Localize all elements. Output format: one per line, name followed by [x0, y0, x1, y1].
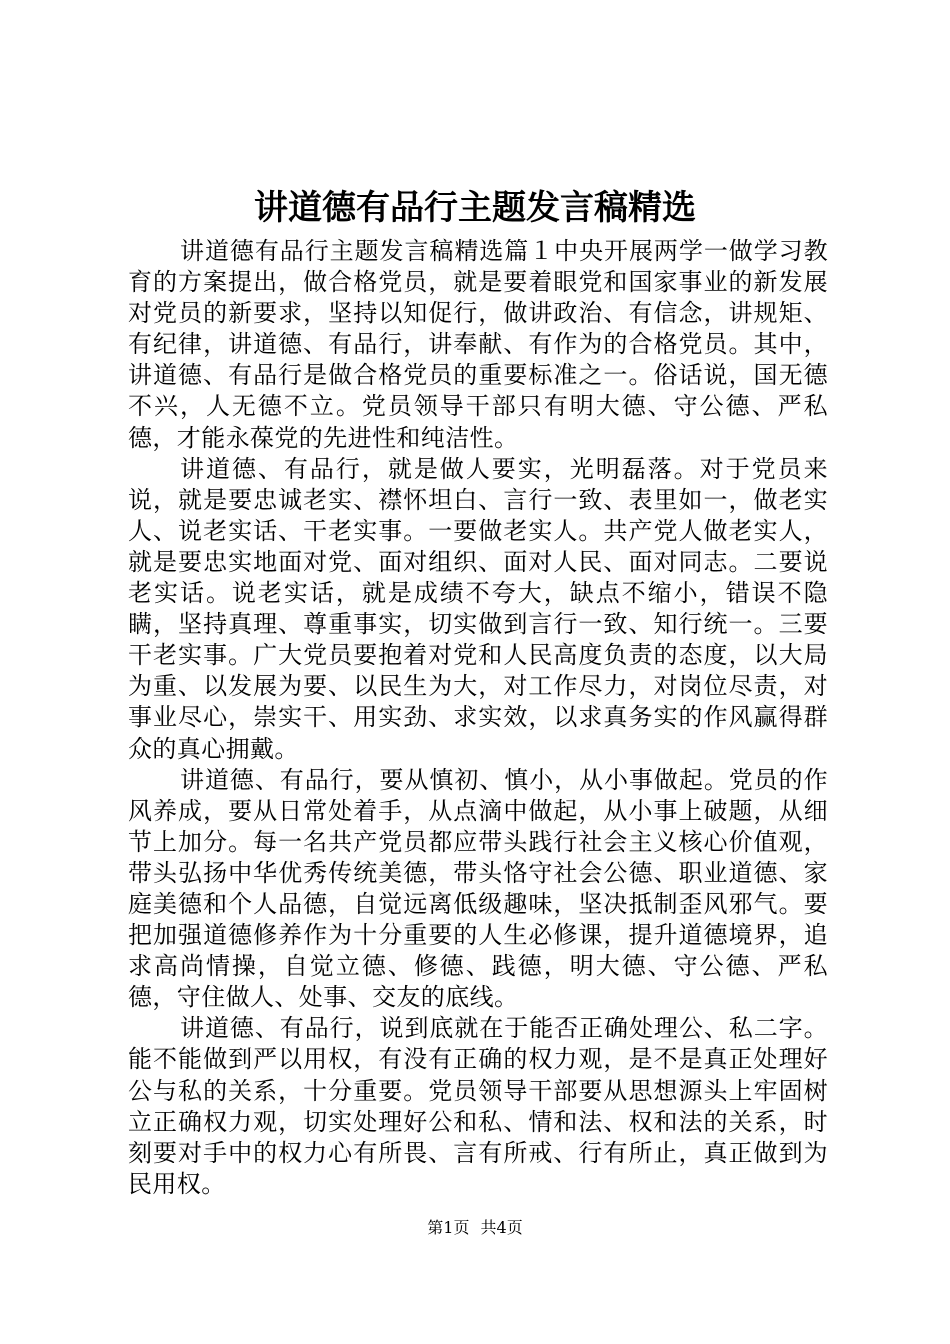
paragraph: 讲道德、有品行，要从慎初、慎小，从小事做起。党员的作风养成，要从日常处着手，从点滴中做起，从小事上破题，从细节上加分。每一名共产党员都应带头践行社会主义核心价值观，带头弘扬中华优秀传统美德，带头恪守社会公德、职业道德、家庭美德和个人品德，自觉远离低级趣味，坚决抵制歪风邪气。要把加强道德修养作为十分重要的人生必修课，提升道德境界，追求高尚情操，自觉立德、修德、践德，明大德、守公德、严私德，守住做人、处事、交友的底线。 — [128, 765, 828, 1012]
document-title: 讲道德有品行主题发言稿精选 — [254, 188, 696, 228]
page-number-total: 共4页 — [480, 1218, 523, 1237]
paragraph: 讲道德、有品行，就是做人要实，光明磊落。对于党员来说，就是要忠诚老实、襟怀坦白、言行一致、表里如一，做老实人、说老实话、干老实事。一要做老实人。共产党人做老实人，就是要忠实地面对党、面对组织、面对人民、面对同志。二要说老实话。说老实话，就是成绩不夸大，缺点不缩小，错误不隐瞒，坚持真理、尊重事实，切实做到言行一致、知行统一。三要干老实事。广大党员要抱着对党和人民高度负责的态度，以大局为重、以发展为要、以民生为大，对工作尽力，对岗位尽责，对事业尽心，崇实干、用实劲、求实效，以求真务实的作风赢得群众的真心拥戴。 — [128, 454, 828, 763]
page-footer — [0, 1216, 950, 1240]
paragraph: 讲道德有品行主题发言稿精选篇１中央开展两学一做学习教育的方案提出，做合格党员，就是要着眼党和国家事业的新发展对党员的新要求，坚持以知促行，做讲政治、有信念，讲规矩、有纪律，讲道德、有品行，讲奉献、有作为的合格党员。其中，讲道德、有品行是做合格党员的重要标准之一。俗话说，国无德不兴，人无德不立。党员领导干部只有明大德、守公德、严私德，才能永葆党的先进性和纯洁性。 — [128, 237, 828, 452]
document-body — [128, 236, 828, 1200]
paragraph: 讲道德、有品行，说到底就在于能否正确处理公、私二字。能不能做到严以用权，有没有正确的权力观，是不是真正处理好公与私的关系，十分重要。党员领导干部要从思想源头上牢固树立正确权力观，切实处理好公和私、情和法、权和法的关系，时刻要对手中的权力心有所畏、言有所戒、行有所止，真正做到为民用权。 — [128, 1014, 828, 1198]
page-number-current: 第1页 — [427, 1218, 470, 1237]
